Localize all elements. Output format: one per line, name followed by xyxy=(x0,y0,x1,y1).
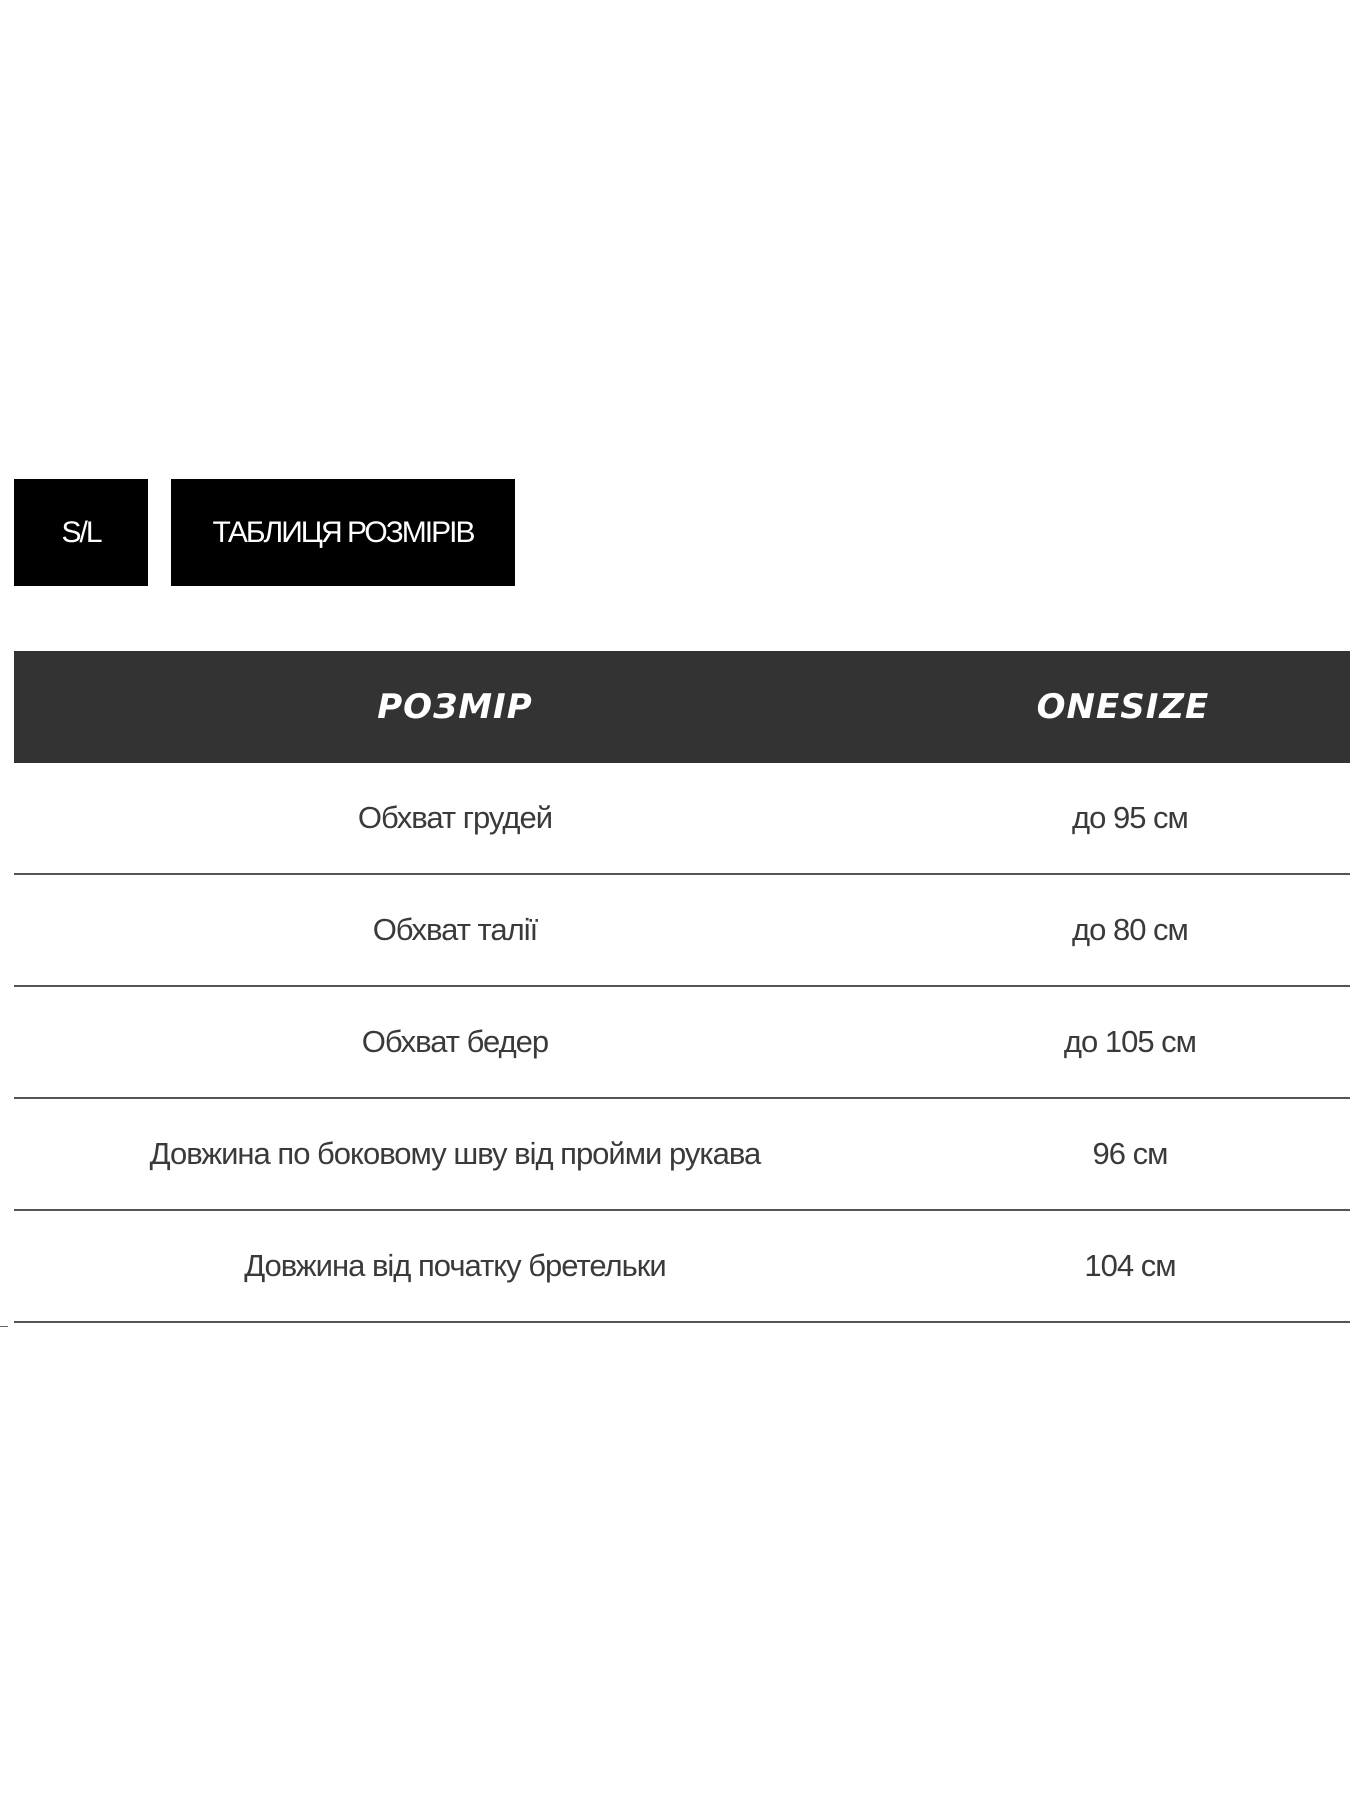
measure-label: Довжина від початку бретельки xyxy=(14,1210,896,1322)
onesize-column-header: ONESIZE xyxy=(896,651,1350,763)
table-row xyxy=(14,986,1350,1098)
measure-label: Довжина по боковому шву від пройми рукава xyxy=(14,1098,896,1210)
table-row xyxy=(14,874,1350,986)
table-row xyxy=(14,763,1350,874)
table-row xyxy=(14,1210,1350,1322)
size-table xyxy=(14,651,1350,1323)
edge-divider xyxy=(0,1326,8,1327)
measure-label: Обхват талії xyxy=(14,874,896,986)
table-row xyxy=(14,1098,1350,1210)
measure-label: Обхват бедер xyxy=(14,986,896,1098)
measure-value: 96 см xyxy=(896,1098,1350,1210)
measure-value: до 105 см xyxy=(896,986,1350,1098)
size-option-button[interactable]: S/L xyxy=(14,479,148,586)
table-header-row xyxy=(14,651,1350,763)
measure-label: Обхват грудей xyxy=(14,763,896,874)
size-column-header: РОЗМІР xyxy=(14,651,896,763)
measure-value: до 95 см xyxy=(896,763,1350,874)
measure-value: до 80 см xyxy=(896,874,1350,986)
measure-value: 104 см xyxy=(896,1210,1350,1322)
size-chart-button[interactable]: ТАБЛИЦЯ РОЗМІРІВ xyxy=(171,479,515,586)
size-tabs xyxy=(14,479,515,586)
